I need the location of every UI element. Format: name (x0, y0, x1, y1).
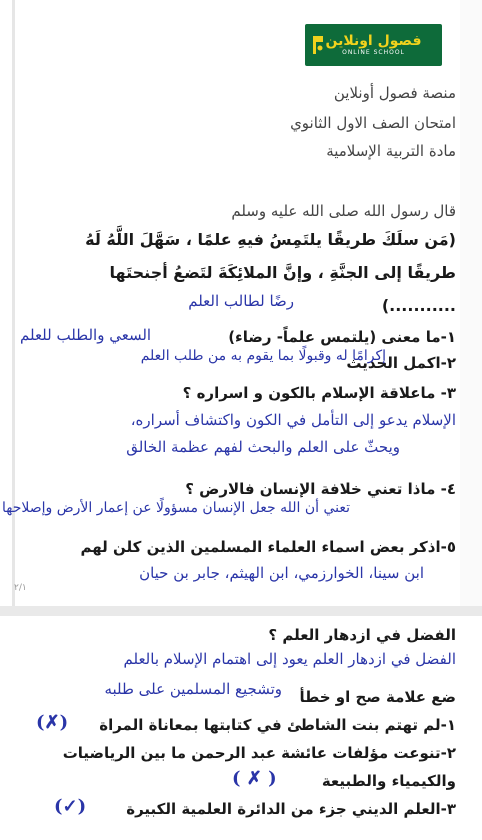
statement-1-mark: (✗) (36, 712, 69, 733)
statement-2-line-1: ٢-تنوعت مؤلفات عائشة عبد الرحمن ما بين الرياضيات (62, 744, 456, 762)
answer-6-line-2: وتشجيع المسلمين على طلبه (104, 680, 282, 698)
answer-5: ابن سينا، الخوارزمي، ابن الهيثم، جابر بن حيان (139, 564, 424, 582)
hadith-line-3: ...........) (381, 296, 456, 315)
answer-1: السعي والطلب للعلم (20, 326, 152, 344)
answer-4: تعني أن الله جعل الإنسان مسؤولًا عن إعمار الأرض وإصلاحها (2, 500, 351, 516)
hadith-intro: قال رسول الله صلى الله عليه وسلم (231, 202, 456, 220)
answer-3-line-2: ويحثّ على العلم والبحث لفهم عظمة الخالق (126, 438, 400, 456)
subject-title: مادة التربية الإسلامية (326, 142, 456, 160)
true-false-title: ضع علامة صح او خطأ (299, 688, 456, 706)
exam-title: امتحان الصف الاول الثانوي (290, 114, 456, 132)
answer-3-line-1: الإسلام يدعو إلى التأمل في الكون واكتشاف أسراره، (130, 411, 456, 429)
question-5: ٥-اذكر بعض اسماء العلماء المسلمين الذين كلن لهم (80, 538, 456, 556)
statement-3: ٣-العلم الديني جزء من الدائرة العلمية الكبيرة (126, 800, 456, 818)
question-4: ٤- ماذا تعني خلافة الإنسان فالارض ؟ (185, 480, 456, 498)
page-edge (460, 0, 482, 606)
logo-title: فصول اونلاين (325, 33, 422, 49)
page-number: ٢/١ (14, 583, 27, 593)
platform-name: منصة فصول أونلاين (333, 84, 456, 102)
hadith-answer: رضًا لطالب العلم (188, 292, 294, 310)
question-6: الفضل في ازدهار العلم ؟ (268, 626, 456, 644)
statement-3-mark: (✓) (54, 796, 87, 817)
logo-mark-icon (311, 32, 325, 58)
answer-2: إكرامًا له وقبولًا بما يقوم به من طلب العلم (140, 348, 386, 364)
logo-subtitle: ONLINE SCHOOL (342, 49, 405, 56)
statement-2-line-2: والكيمياء والطبيعة (321, 772, 456, 790)
school-logo (305, 24, 442, 66)
question-1: ١-ما معنى (يلتمس علماً- رضاء) (228, 328, 456, 346)
answer-6-line-1: الفضل في ازدهار العلم يعود إلى اهتمام الإسلام بالعلم (123, 650, 456, 668)
question-3: ٣- ماعلاقة الإسلام بالكون و اسراره ؟ (182, 384, 456, 402)
hadith-line-1: (مَن سلَكَ طريقًا يلتَمِسُ فيهِ علمًا ، سَهَّلَ اللَّهُ لَهُ (85, 230, 456, 249)
statement-1: ١-لم تهتم بنت الشاطئ في كتابتها بمعاناة المراة (99, 716, 456, 734)
hadith-line-2: طريقًا إلى الجنَّةِ ، وإنَّ الملائِكَةَ لتَضعُ أجنحتَها (109, 263, 456, 282)
question-2: ٢-اكمل الحديث (346, 354, 456, 372)
statement-2-mark: ( ✗ ) (232, 768, 277, 789)
